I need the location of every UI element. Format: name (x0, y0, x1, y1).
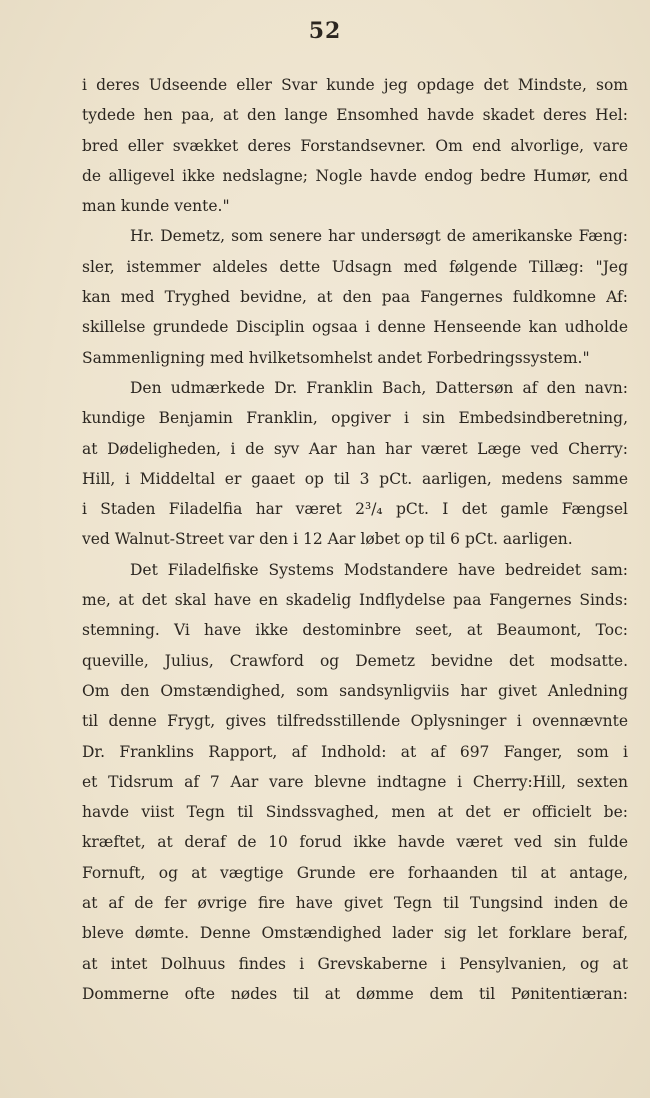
text-line: Fornuft, og at vægtige Grunde ere forhaanden til at antage, (82, 863, 628, 882)
text-line: at intet Dolhuus findes i Grevskaberne i Pensylvanien, og at (82, 954, 628, 973)
text-line: kundige Benjamin Franklin, opgiver i sin Embedsindberetning, (82, 409, 628, 428)
text-line: de alligevel ikke nedslagne; Nogle havde endog bedre Humør, end (82, 166, 628, 185)
text-line: kan med Tryghed bevidne, at den paa Fangernes fuldkomne Af: (82, 288, 628, 307)
text-line: stemning. Vi have ikke destominbre seet, at Beaumont, Toc: (82, 621, 628, 640)
text-line: sler, istemmer aldeles dette Udsagn med følgende Tillæg: "Jeg (82, 257, 628, 276)
text-line: Den udmærkede Dr. Franklin Bach, Dattersøn af den navn: (130, 378, 628, 397)
text-line: Hr. Demetz, som senere har undersøgt de amerikanske Fæng: (130, 227, 628, 246)
text-line: et Tidsrum af 7 Aar vare blevne indtagne i Cherry:Hill, sexten (82, 772, 628, 791)
text-line: tydede hen paa, at den lange Ensomhed havde skadet deres Hel: (82, 106, 628, 125)
text-line: man kunde vente." (82, 197, 230, 216)
text-line: me, at det skal have en skadelig Indflydelse paa Fangernes Sinds: (82, 591, 628, 610)
text-line: queville, Julius, Crawford og Demetz bevidne det modsatte. (82, 651, 628, 670)
text-line: bleve dømte. Denne Omstændighed lader sig let forklare beraf, (82, 924, 628, 943)
text-line: skillelse grundede Disciplin ogsaa i denne Henseende kan udholde (82, 318, 628, 337)
text-line: Hill, i Middeltal er gaaet op til 3 pCt. aarligen, medens samme (82, 469, 628, 488)
text-line: bred eller svækket deres Forstandsevner. Om end alvorlige, vare (82, 136, 628, 155)
text-line: til denne Frygt, gives tilfredsstillende Oplysninger i ovennævnte (82, 712, 628, 731)
page-number: 52 (308, 18, 342, 44)
text-line: Sammenligning med hvilketsomhelst andet Forbedringssystem." (82, 348, 590, 367)
text-line: i Staden Filadelfia har været 2³/₄ pCt. I det gamle Fængsel (82, 500, 628, 519)
text-line: at Dødeligheden, i de syv Aar han har været Læge ved Cherry: (82, 439, 628, 458)
text-line: at af de fer øvrige fire have givet Tegn til Tungsind inden de (82, 894, 628, 913)
text-line: Dr. Franklins Rapport, af Indhold: at af 697 Fanger, som i (82, 742, 628, 761)
body-text (82, 70, 628, 1009)
text-line: kræftet, at deraf de 10 forud ikke havde været ved sin fulde (82, 833, 628, 852)
text-line: Dommerne ofte nødes til at dømme dem til Pønitentiæran: (82, 984, 628, 1003)
text-line: Om den Omstændighed, som sandsynligviis har givet Anledning (82, 681, 628, 700)
text-line: havde viist Tegn til Sindssvaghed, men at det er officielt be: (82, 803, 628, 822)
text-line: i deres Udseende eller Svar kunde jeg opdage det Mindste, som (82, 76, 628, 94)
text-line: ved Walnut-Street var den i 12 Aar løbet op til 6 pCt. aarligen. (82, 530, 573, 549)
text-line: Det Filadelfiske Systems Modstandere have bedreidet sam: (130, 560, 628, 579)
